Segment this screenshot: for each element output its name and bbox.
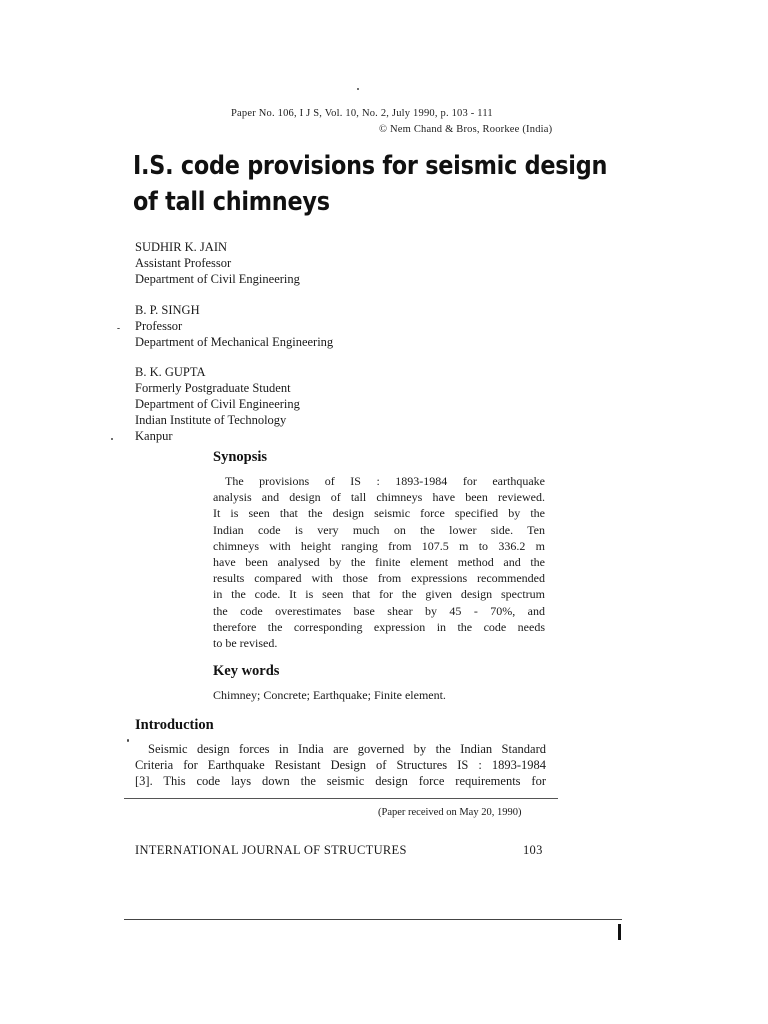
- author-name: B. K. GUPTA: [135, 365, 206, 379]
- introduction-line: Seismic design forces in India are governed by the Indian Standard: [148, 742, 546, 756]
- introduction-line: [3]. This code lays down the seismic design force requirements for: [135, 774, 546, 789]
- received-note: (Paper received on May 20, 1990): [378, 807, 522, 818]
- synopsis-line: It is seen that the design seismic force specified by the: [213, 506, 545, 521]
- synopsis-body: [213, 473, 545, 651]
- footnote-rule: [124, 798, 558, 799]
- paper-title-line-1: I.S. code provisions for seismic design: [133, 151, 608, 181]
- author-name: SUDHIR K. JAIN: [135, 240, 228, 254]
- author-affiliation: Department of Civil Engineering: [135, 272, 300, 286]
- introduction-heading: Introduction: [135, 717, 214, 733]
- author-affiliation: Department of Mechanical Engineering: [135, 335, 334, 349]
- introduction-line: Criteria for Earthquake Resistant Design of Structures IS : 1893-1984: [135, 758, 546, 773]
- bottom-scan-edge: [124, 919, 622, 920]
- synopsis-line: in the code. It is seen that for the given design spectrum: [213, 587, 545, 602]
- author-block-gupta: [135, 364, 300, 444]
- synopsis-line: results compared with those from expressions recommended: [213, 571, 545, 586]
- synopsis-line: analysis and design of tall chimneys have been reviewed.: [213, 490, 545, 505]
- author-affiliation: Department of Civil Engineering: [135, 397, 300, 411]
- author-affiliation: Formerly Postgraduate Student: [135, 381, 291, 395]
- author-affiliation: Kanpur: [135, 429, 173, 443]
- keywords-heading: Key words: [213, 663, 280, 679]
- author-name: B. P. SINGH: [135, 303, 200, 317]
- citation-line: Paper No. 106, I J S, Vol. 10, No. 2, July 1990, p. 103 - 111: [231, 108, 493, 119]
- synopsis-line: Indian code is very much on the lower side. Ten: [213, 522, 545, 537]
- author-affiliation: Indian Institute of Technology: [135, 413, 287, 427]
- synopsis-line: The provisions of IS : 1893-1984 for earthquake: [225, 474, 545, 488]
- author-block-jain: [135, 239, 300, 287]
- author-block-singh: [135, 302, 333, 350]
- synopsis-line: to be revised.: [213, 636, 278, 651]
- page-number: 103: [523, 843, 543, 857]
- scan-speck: [111, 438, 113, 440]
- copyright-line: © Nem Chand & Bros, Roorkee (India): [379, 124, 553, 135]
- synopsis-line: therefore the corresponding expression in the code needs: [213, 619, 545, 634]
- synopsis-line: chimneys with height ranging from 107.5 m to 336.2 m: [213, 538, 545, 553]
- keywords-list: Chimney; Concrete; Earthquake; Finite element.: [213, 688, 446, 702]
- scan-speck: [357, 88, 359, 90]
- scan-edge-mark: [618, 924, 621, 940]
- journal-name: INTERNATIONAL JOURNAL OF STRUCTURES: [135, 843, 407, 857]
- introduction-body: [135, 741, 546, 790]
- author-affiliation: Professor: [135, 319, 183, 333]
- scan-speck: [117, 328, 120, 329]
- author-affiliation: Assistant Professor: [135, 256, 232, 270]
- synopsis-line: have been analysed by the finite element method and the: [213, 555, 545, 570]
- synopsis-heading: Synopsis: [213, 449, 268, 465]
- synopsis-line: the code overestimates base shear by 45 - 70%, and: [213, 603, 545, 618]
- scan-speck: [127, 739, 129, 742]
- paper-title-line-2: of tall chimneys: [133, 187, 330, 217]
